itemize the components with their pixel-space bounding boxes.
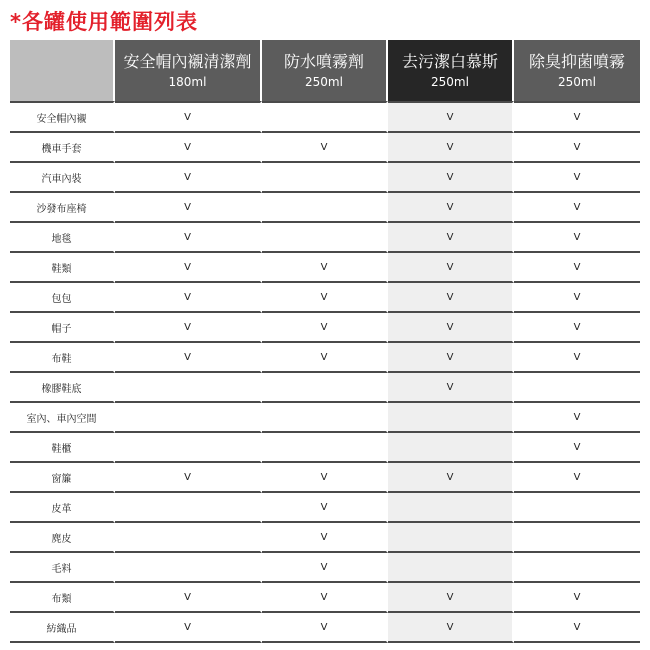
usage-mark: V xyxy=(262,343,388,373)
usage-mark xyxy=(262,403,388,433)
product-volume: 250ml xyxy=(305,74,343,89)
usage-mark: V xyxy=(262,493,388,523)
header-corner xyxy=(10,40,115,101)
table-row xyxy=(10,493,640,523)
usage-mark xyxy=(514,553,640,583)
usage-mark xyxy=(514,373,640,403)
usage-mark: V xyxy=(262,253,388,283)
page-title: *各罐使用範圍列表 xyxy=(10,10,198,34)
table-row xyxy=(10,283,640,313)
table-row xyxy=(10,583,640,613)
usage-mark: V xyxy=(514,223,640,253)
usage-mark: V xyxy=(388,163,514,193)
row-label: 汽車內裝 xyxy=(10,163,115,193)
usage-mark: V xyxy=(115,193,262,223)
product-volume: 180ml xyxy=(168,74,207,89)
usage-mark: V xyxy=(514,101,640,133)
product-volume: 250ml xyxy=(558,74,596,89)
usage-mark: V xyxy=(115,163,262,193)
row-label: 橡膠鞋底 xyxy=(10,373,115,403)
usage-mark xyxy=(262,101,388,133)
row-label: 鞋類 xyxy=(10,253,115,283)
row-label: 機車手套 xyxy=(10,133,115,163)
row-label: 麂皮 xyxy=(10,523,115,553)
product-name: 除臭抑菌噴霧 xyxy=(528,51,625,71)
table-row xyxy=(10,403,640,433)
usage-mark: V xyxy=(115,223,262,253)
product-header xyxy=(514,40,640,101)
table-row xyxy=(10,523,640,553)
row-label: 窗簾 xyxy=(10,463,115,493)
row-label: 地毯 xyxy=(10,223,115,253)
usage-mark: V xyxy=(514,403,640,433)
usage-mark: V xyxy=(262,283,388,313)
usage-mark: V xyxy=(262,583,388,613)
usage-mark: V xyxy=(514,133,640,163)
table-row xyxy=(10,433,640,463)
product-header xyxy=(388,40,514,101)
usage-mark: V xyxy=(115,613,262,643)
usage-mark xyxy=(115,403,262,433)
header-row xyxy=(10,40,640,101)
table-row xyxy=(10,101,640,133)
usage-mark: V xyxy=(262,313,388,343)
usage-mark: V xyxy=(388,373,514,403)
usage-mark: V xyxy=(514,343,640,373)
usage-mark xyxy=(514,523,640,553)
product-name: 安全帽內襯清潔劑 xyxy=(123,51,252,71)
row-label: 鞋櫃 xyxy=(10,433,115,463)
table-row xyxy=(10,463,640,493)
product-header xyxy=(115,40,262,101)
usage-mark: V xyxy=(115,133,262,163)
row-label: 布鞋 xyxy=(10,343,115,373)
usage-mark: V xyxy=(115,253,262,283)
table-row xyxy=(10,133,640,163)
usage-mark xyxy=(514,493,640,523)
usage-mark: V xyxy=(388,133,514,163)
usage-mark xyxy=(388,403,514,433)
usage-mark xyxy=(262,223,388,253)
usage-mark: V xyxy=(262,463,388,493)
usage-mark xyxy=(262,373,388,403)
usage-mark: V xyxy=(388,101,514,133)
usage-mark: V xyxy=(388,193,514,223)
row-label: 毛料 xyxy=(10,553,115,583)
usage-mark: V xyxy=(388,583,514,613)
usage-mark: V xyxy=(262,613,388,643)
usage-mark: V xyxy=(388,463,514,493)
row-label: 沙發布座椅 xyxy=(10,193,115,223)
usage-mark xyxy=(262,163,388,193)
usage-mark xyxy=(115,433,262,463)
table-row xyxy=(10,193,640,223)
usage-mark xyxy=(115,493,262,523)
usage-mark: V xyxy=(115,583,262,613)
table-body xyxy=(10,101,640,643)
product-name: 去污潔白慕斯 xyxy=(401,51,498,71)
usage-table xyxy=(10,40,640,643)
usage-mark: V xyxy=(115,283,262,313)
usage-mark xyxy=(388,493,514,523)
usage-mark: V xyxy=(388,283,514,313)
usage-mark: V xyxy=(115,101,262,133)
usage-mark xyxy=(388,553,514,583)
row-label: 皮革 xyxy=(10,493,115,523)
usage-mark: V xyxy=(514,613,640,643)
row-label: 紡織品 xyxy=(10,613,115,643)
table-row xyxy=(10,223,640,253)
usage-mark: V xyxy=(388,343,514,373)
row-label: 帽子 xyxy=(10,313,115,343)
table-row xyxy=(10,613,640,643)
usage-mark xyxy=(115,553,262,583)
usage-mark: V xyxy=(388,613,514,643)
usage-mark: V xyxy=(514,163,640,193)
usage-mark xyxy=(262,193,388,223)
usage-mark: V xyxy=(388,253,514,283)
usage-mark: V xyxy=(514,283,640,313)
usage-mark xyxy=(115,373,262,403)
row-label: 室內、車內空間 xyxy=(10,403,115,433)
usage-mark: V xyxy=(262,133,388,163)
usage-mark: V xyxy=(514,583,640,613)
usage-mark: V xyxy=(514,463,640,493)
usage-mark: V xyxy=(514,433,640,463)
row-label: 安全帽內襯 xyxy=(10,101,115,133)
row-label: 布類 xyxy=(10,583,115,613)
table-row xyxy=(10,553,640,583)
usage-mark: V xyxy=(388,313,514,343)
table-row xyxy=(10,163,640,193)
table-row xyxy=(10,343,640,373)
usage-mark xyxy=(115,523,262,553)
usage-mark: V xyxy=(115,343,262,373)
usage-mark xyxy=(388,433,514,463)
usage-mark: V xyxy=(115,463,262,493)
usage-mark: V xyxy=(115,313,262,343)
usage-mark xyxy=(262,433,388,463)
table-row xyxy=(10,313,640,343)
usage-mark: V xyxy=(388,223,514,253)
usage-mark: V xyxy=(514,193,640,223)
product-name: 防水噴霧劑 xyxy=(283,51,364,71)
usage-mark xyxy=(388,523,514,553)
table-row xyxy=(10,253,640,283)
usage-mark: V xyxy=(262,553,388,583)
row-label: 包包 xyxy=(10,283,115,313)
usage-mark: V xyxy=(514,313,640,343)
usage-mark: V xyxy=(262,523,388,553)
table-row xyxy=(10,373,640,403)
usage-mark: V xyxy=(514,253,640,283)
product-header xyxy=(262,40,388,101)
product-volume: 250ml xyxy=(431,74,469,89)
